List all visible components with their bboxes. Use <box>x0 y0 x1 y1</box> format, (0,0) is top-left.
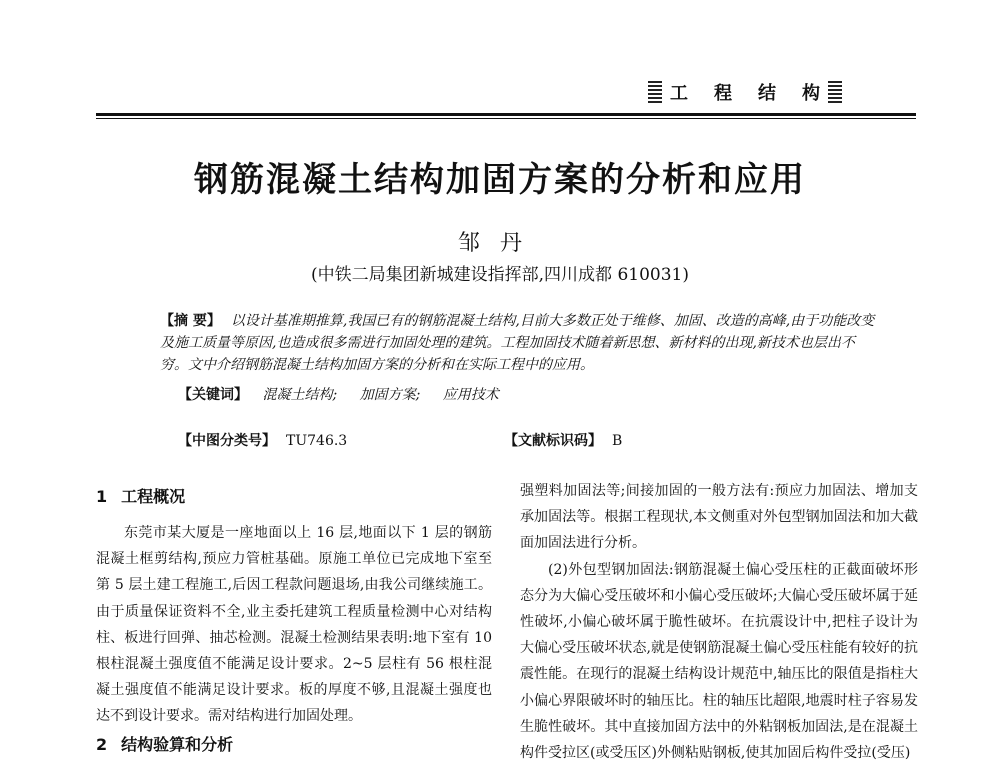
document-code <box>504 430 622 450</box>
document-code-label: 【文献标识码】 <box>504 433 602 449</box>
section-char: 结 <box>758 83 776 104</box>
abstract-label: 【摘 要】 <box>160 313 221 329</box>
journal-section-label <box>648 72 908 112</box>
body-paragraph: 东莞市某大厦是一座地面以上 16 层,地面以下 1 层的钢筋混凝土框剪结构,预应力管桩基础。原施工单位已完成地下室至第 5 层土建工程施工,后因工程款问题退场,由我公司继续施工。由于质量保证资料不全,业主委托建筑工程质量检测中心对结构柱、板进行回弹、抽芯检测。混凝土检测结果表明:地下室有 10 根柱混凝土强度值不能满足设计要求。2~5 层柱有 56 根柱混凝土强度值不能满足设计要求。板的厚度不够,且混凝土强度也达不到设计要求。需对结构进行加固处理。 <box>96 525 492 725</box>
header-rule-thin <box>96 118 916 119</box>
section-heading <box>96 484 185 507</box>
right-column <box>520 478 918 766</box>
keyword: 混凝土结构; <box>262 387 338 403</box>
section-title: 结构验算和分析 <box>121 735 234 754</box>
keywords-label: 【关键词】 <box>178 387 248 403</box>
classification-value: TU746.3 <box>286 433 348 449</box>
left-column <box>96 520 492 730</box>
keyword: 加固方案; <box>359 387 421 403</box>
header-ornament-right <box>828 81 842 103</box>
header-ornament-left <box>648 81 662 103</box>
body-paragraph: (2)外包型钢加固法:钢筋混凝土偏心受压柱的正截面破坏形态分为大偏心受压破坏和小偏心受压破坏;大偏心受压破坏属于延性破坏,小偏心破坏属于脆性破坏。在抗震设计中,把柱子设计为大偏心受压破坏状态,就是使钢筋混凝土偏心受压柱能有较好的抗震性能。在现行的混凝土结构设计规范中,轴压比的限值是指柱大小偏心界限破坏时的轴压比。柱的轴压比超限,地震时柱子容易发生脆性破坏。其中直接加固方法中的外粘钢板加固法,是在混凝土构件受拉区(或受压区)外侧粘贴钢板,使其加固后构件受拉(受压) <box>520 561 918 762</box>
author-name: 邹丹 <box>457 231 542 256</box>
article-title: 钢筋混凝土结构加固方案的分析和应用 <box>194 160 806 200</box>
section-title: 工程概况 <box>121 487 186 506</box>
abstract <box>160 310 880 376</box>
section-char: 程 <box>714 83 732 104</box>
header-rule <box>96 113 916 116</box>
keyword: 应用技术 <box>442 387 499 403</box>
section-number: 2 <box>96 735 108 754</box>
classification-label: 【中图分类号】 <box>178 433 276 449</box>
section-heading <box>96 732 233 755</box>
section-number: 1 <box>96 487 108 506</box>
abstract-text: 以设计基准期推算,我国已有的钢筋混凝土结构,目前大多数正处于维修、加固、改造的高峰,由于功能改变及施工质量等原因,也造成很多需进行加固处理的建筑。工程加固技术随着新思想、新材料的出现,新技术也层出不穷。文中介绍钢筋混凝土结构加固方案的分析和在实际工程中的应用。 <box>160 313 875 373</box>
keywords <box>178 384 878 404</box>
section-char: 工 <box>670 83 688 104</box>
classification-number <box>178 430 347 450</box>
section-char: 构 <box>802 83 820 104</box>
body-paragraph: 强塑料加固法等;间接加固的一般方法有:预应力加固法、增加支承加固法等。根据工程现状,本文侧重对外包型钢加固法和加大截面加固法进行分析。 <box>520 483 918 552</box>
document-code-value: B <box>612 433 623 449</box>
section-chars <box>670 79 820 105</box>
author-affiliation: (中铁二局集团新城建设指挥部,四川成都 610031) <box>311 265 689 285</box>
